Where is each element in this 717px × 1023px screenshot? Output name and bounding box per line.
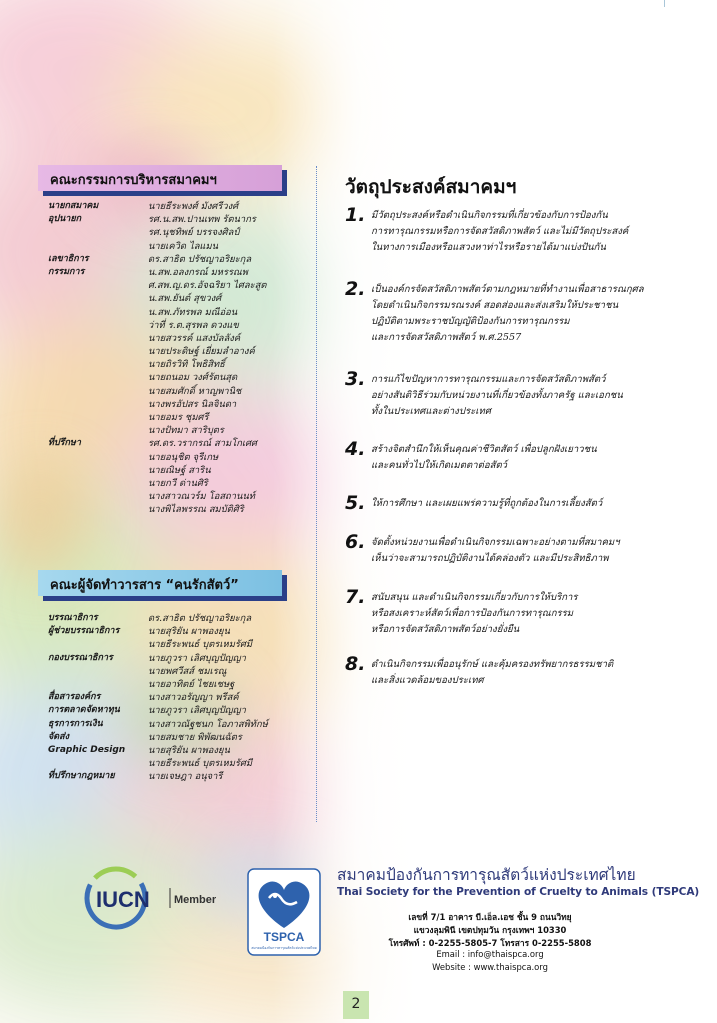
roster-name: ดร.สาธิต ปรัชญาอริยะกุล bbox=[148, 613, 252, 624]
objective-text bbox=[371, 496, 602, 512]
roster-name: นายถิรวิทิ โพธิสิทธิ์ bbox=[148, 359, 225, 371]
tspca-logo bbox=[247, 868, 321, 956]
roster-name: นางสาวอรัญญา พรีสค์ bbox=[148, 692, 239, 704]
roster-role: นายกสมาคม bbox=[48, 201, 99, 211]
objective-line: ดำเนินกิจกรรมเพื่ออนุรักษ์ และคุ้มครองทรัพยากรธรรมชาติ bbox=[371, 659, 614, 670]
org-name-thai: สมาคมป้องกันการทารุณสัตว์แห่งประเทศไทย bbox=[337, 866, 636, 884]
objective-line: และการจัดสวัสดิภาพสัตว์ พ.ศ.2557 bbox=[371, 332, 522, 343]
roster-role: จัดส่ง bbox=[48, 731, 70, 742]
objective-line: การทารุณกรรมหรือการจัดสวัสดิภาพสัตว์ และไม่มีวัตถุประสงค์ bbox=[371, 226, 629, 237]
roster-name: น.สพ.อลงกรณ์ มหรรณพ bbox=[148, 266, 248, 278]
roster-name: นายภูวรา เลิศบุญปัญญา bbox=[148, 705, 246, 717]
objective-line: อย่างสันติวิธีร่วมกับหน่วยงานที่เกี่ยวข้องทั้งภาครัฐ และเอกชน bbox=[371, 390, 623, 401]
objective-line: และคนทั่วไปให้เกิดเมตตาต่อสัตว์ bbox=[371, 460, 508, 471]
iucn-member-text: Member bbox=[174, 894, 217, 906]
objective-line: สร้างจิตสำนึกให้เห็นคุณค่าชีวิตสัตว์ เพื่อปลูกฝังเยาวชน bbox=[371, 444, 597, 455]
roster-role: สื่อสารองค์กร bbox=[48, 692, 101, 703]
objective-number: 3. bbox=[345, 368, 366, 390]
objective-line: สนับสนุน และดำเนินกิจกรรมเกี่ยวกับการให้บริการ bbox=[371, 592, 578, 603]
address-line-1: เลขที่ 7/1 อาคาร บี.เอ็ล.เอช ชั้น 9 ถนนวิทยุ bbox=[408, 912, 572, 922]
roster-name: รศ.นุชทิพย์ บรรจงศิลป์ bbox=[148, 227, 240, 239]
roster-name: นางพิไลพรรณ สมบัติศิริ bbox=[148, 504, 244, 516]
objective-number: 1. bbox=[345, 204, 366, 226]
objective-text bbox=[371, 535, 620, 567]
roster-name: น.สพ.ยันต์ สุขวงศ์ bbox=[148, 293, 222, 305]
address-line-2: แขวงลุมพินี เขตปทุมวัน กรุงเทพฯ 10330 bbox=[413, 925, 567, 935]
objective-line: โดยดำเนินกิจกรรมรณรงค์ สอดส่องและส่งเสริมให้ประชาชน bbox=[371, 300, 619, 311]
roster-name: นายประดิษฐ์ เยี่ยมลำอางค์ bbox=[148, 346, 255, 358]
roster-name: นายสมชาย พิพัฒนฉัตร bbox=[148, 731, 242, 743]
roster-name: นายสุริยัน ผาพองยุน bbox=[148, 626, 230, 638]
roster-name: รศ.น.สพ.ปานเทพ รัตนากร bbox=[148, 214, 256, 226]
objective-line: มีวัตถุประสงค์หรือดำเนินกิจกรรมที่เกี่ยวข้องกับการป้องกัน bbox=[371, 210, 608, 221]
objective-line: ทั้งในประเทศและต่างประเทศ bbox=[371, 406, 491, 417]
phone-fax: โทรศัพท์ : 0-2255-5805-7 โทรสาร 0-2255-5808 bbox=[388, 938, 592, 948]
roster-role: บรรณาธิการ bbox=[48, 613, 98, 623]
roster-name: นายเควิด ไลแมน bbox=[148, 240, 219, 252]
objective-line: ปฏิบัติตามพระราชบัญญัติป้องกันการทารุณกรรม bbox=[371, 316, 570, 327]
objective-number: 2. bbox=[345, 278, 366, 300]
committee-banner bbox=[38, 165, 282, 191]
objective-number: 6. bbox=[345, 531, 366, 553]
objective-number: 7. bbox=[345, 586, 366, 608]
roster-name: นางปัทมา สาริบุตร bbox=[148, 425, 224, 437]
roster-role: อุปนายก bbox=[48, 214, 82, 225]
objective-line: เป็นองค์กรจัดสวัสดิภาพสัตว์ตามกฎหมายที่ทำงานเพื่อสาธารณกุศล bbox=[371, 284, 644, 295]
roster-name: นางพรอัปสร นิลจินดา bbox=[148, 398, 237, 410]
tspca-logo-subtext: สมาคมป้องกันการทารุณสัตว์แห่งประเทศไทย bbox=[251, 946, 317, 950]
roster-name: นายสวรรค์ แสงบัลลังค์ bbox=[148, 332, 241, 344]
roster-role: ผู้ช่วยบรรณาธิการ bbox=[48, 626, 120, 637]
roster-name: นายสมศักดิ์ หาญพานิช bbox=[148, 385, 242, 397]
objective-text bbox=[371, 442, 597, 474]
objective-number: 4. bbox=[345, 438, 366, 460]
website: Website : www.thaispca.org bbox=[432, 962, 548, 972]
roster-name: นายกวี ด่านศิริ bbox=[148, 477, 208, 489]
roster-name: รศ.ดร.วรากรณ์ สามโกเศศ bbox=[148, 438, 258, 450]
roster-role: กองบรรณาธิการ bbox=[48, 652, 113, 663]
roster-name: นายเจษฎา อนุจารี bbox=[148, 771, 223, 783]
tspca-logo-text: TSPCA bbox=[263, 930, 305, 944]
roster-name: ว่าที่ ร.ต.สุรพล ดวงแข bbox=[148, 319, 239, 331]
objective-text bbox=[371, 208, 628, 256]
objective-line: การแก้ไขปัญหาการทารุณกรรมและการจัดสวัสดิภาพสัตว์ bbox=[371, 374, 606, 385]
roster-name: นายธีระพงศ์ มังศรีวงศ์ bbox=[148, 201, 239, 212]
org-name-english: Thai Society for the Prevention of Cruelty to Animals (TSPCA) bbox=[337, 886, 700, 898]
roster-role: Graphic Design bbox=[48, 744, 126, 755]
roster-name: นายณิษฐ์ สาริน bbox=[148, 464, 211, 476]
roster-name: นายอนุชิต จุรีเกษ bbox=[148, 451, 219, 463]
objective-number: 5. bbox=[345, 492, 366, 514]
roster-role: ที่ปรึกษา bbox=[48, 438, 81, 449]
objectives-title: วัตถุประสงค์สมาคมฯ bbox=[345, 176, 517, 198]
objective-text bbox=[371, 657, 613, 689]
objective-line: หรือการจัดสวัสดิภาพสัตว์อย่างยั่งยืน bbox=[371, 624, 520, 635]
roster-name: นายถนอม วงศ์รัตนสุด bbox=[148, 372, 238, 384]
roster-role: ที่ปรึกษากฎหมาย bbox=[48, 771, 115, 782]
roster-name: น.สพ.ภัทรพล มณีอ่อน bbox=[148, 306, 238, 318]
roster-name: นางสาวณัฐชนก โอภาสพิทักษ์ bbox=[148, 718, 268, 730]
objective-line: หรือสงเคราะห์สัตว์เพื่อการป้องกันการทารุณกรรม bbox=[371, 608, 574, 619]
roster-name: นายธีระพนธ์ บุตรเหมรัศมี bbox=[148, 639, 253, 651]
roster-name: นายธีระพนธ์ บุตรเหมรัศมี bbox=[148, 758, 253, 770]
objective-line: ในทางการเมืองหรือแสวงหาท่าไรหรือรายได้มาแบ่งปันกัน bbox=[371, 242, 606, 253]
committee-title: คณะกรรมการบริหารสมาคมฯ bbox=[50, 173, 217, 188]
crop-mark bbox=[664, 0, 665, 7]
objective-text bbox=[371, 282, 644, 346]
objective-number: 8. bbox=[345, 653, 366, 675]
iucn-text: IUCN bbox=[96, 887, 150, 912]
objective-line: และสิ่งแวดล้อมของประเทศ bbox=[371, 675, 484, 686]
iucn-member-logo bbox=[82, 866, 242, 930]
email: Email : info@thaispca.org bbox=[436, 949, 544, 959]
roster-name: นายอาทิตย์ ไชยเชษฐ bbox=[148, 678, 235, 690]
roster-role: กรรมการ bbox=[48, 266, 85, 277]
roster-role: การตลาดจัดหาทุน bbox=[48, 705, 120, 716]
roster-role: ธุรการการเงิน bbox=[48, 718, 103, 729]
objective-line: จัดตั้งหน่วยงานเพื่อดำเนินกิจกรรมเฉพาะอย่างตามที่สมาคมฯ bbox=[371, 537, 620, 548]
objective-text bbox=[371, 590, 578, 638]
roster-name: นายภูวรา เลิศบุญปัญญา bbox=[148, 652, 246, 664]
page-number: 2 bbox=[351, 996, 361, 1012]
objective-line: ให้การศึกษา และเผยแพร่ความรู้ที่ถูกต้องในการเลี้ยงสัตว์ bbox=[371, 498, 603, 509]
roster-name: ศ.สพ.ญ.ดร.อัจฉริยา ไศละสูต bbox=[148, 280, 267, 292]
objective-line: เห็นว่าจะสามารถปฏิบัติงานได้คล่องตัว และมีประสิทธิภาพ bbox=[371, 553, 609, 564]
page-number-tab bbox=[343, 991, 369, 1019]
roster-name: นางสาวณวร์ม โอสถานนท์ bbox=[148, 491, 255, 503]
roster-name: ดร.สาธิต ปรัชญาอริยะกุล bbox=[148, 253, 252, 265]
editorial-title: คณะผู้จัดทำวารสาร “คนรักสัตว์” bbox=[50, 578, 239, 593]
roster-name: นายอมร ชุมศรี bbox=[148, 412, 209, 423]
column-divider bbox=[316, 166, 317, 822]
editorial-banner bbox=[38, 570, 282, 596]
roster-name: นายสุริยัน ผาพองยุน bbox=[148, 744, 230, 756]
objective-text bbox=[371, 372, 623, 420]
roster-role: เลขาธิการ bbox=[48, 253, 89, 264]
roster-name: นายพศวีสส์ ชมเรณู bbox=[148, 665, 227, 677]
